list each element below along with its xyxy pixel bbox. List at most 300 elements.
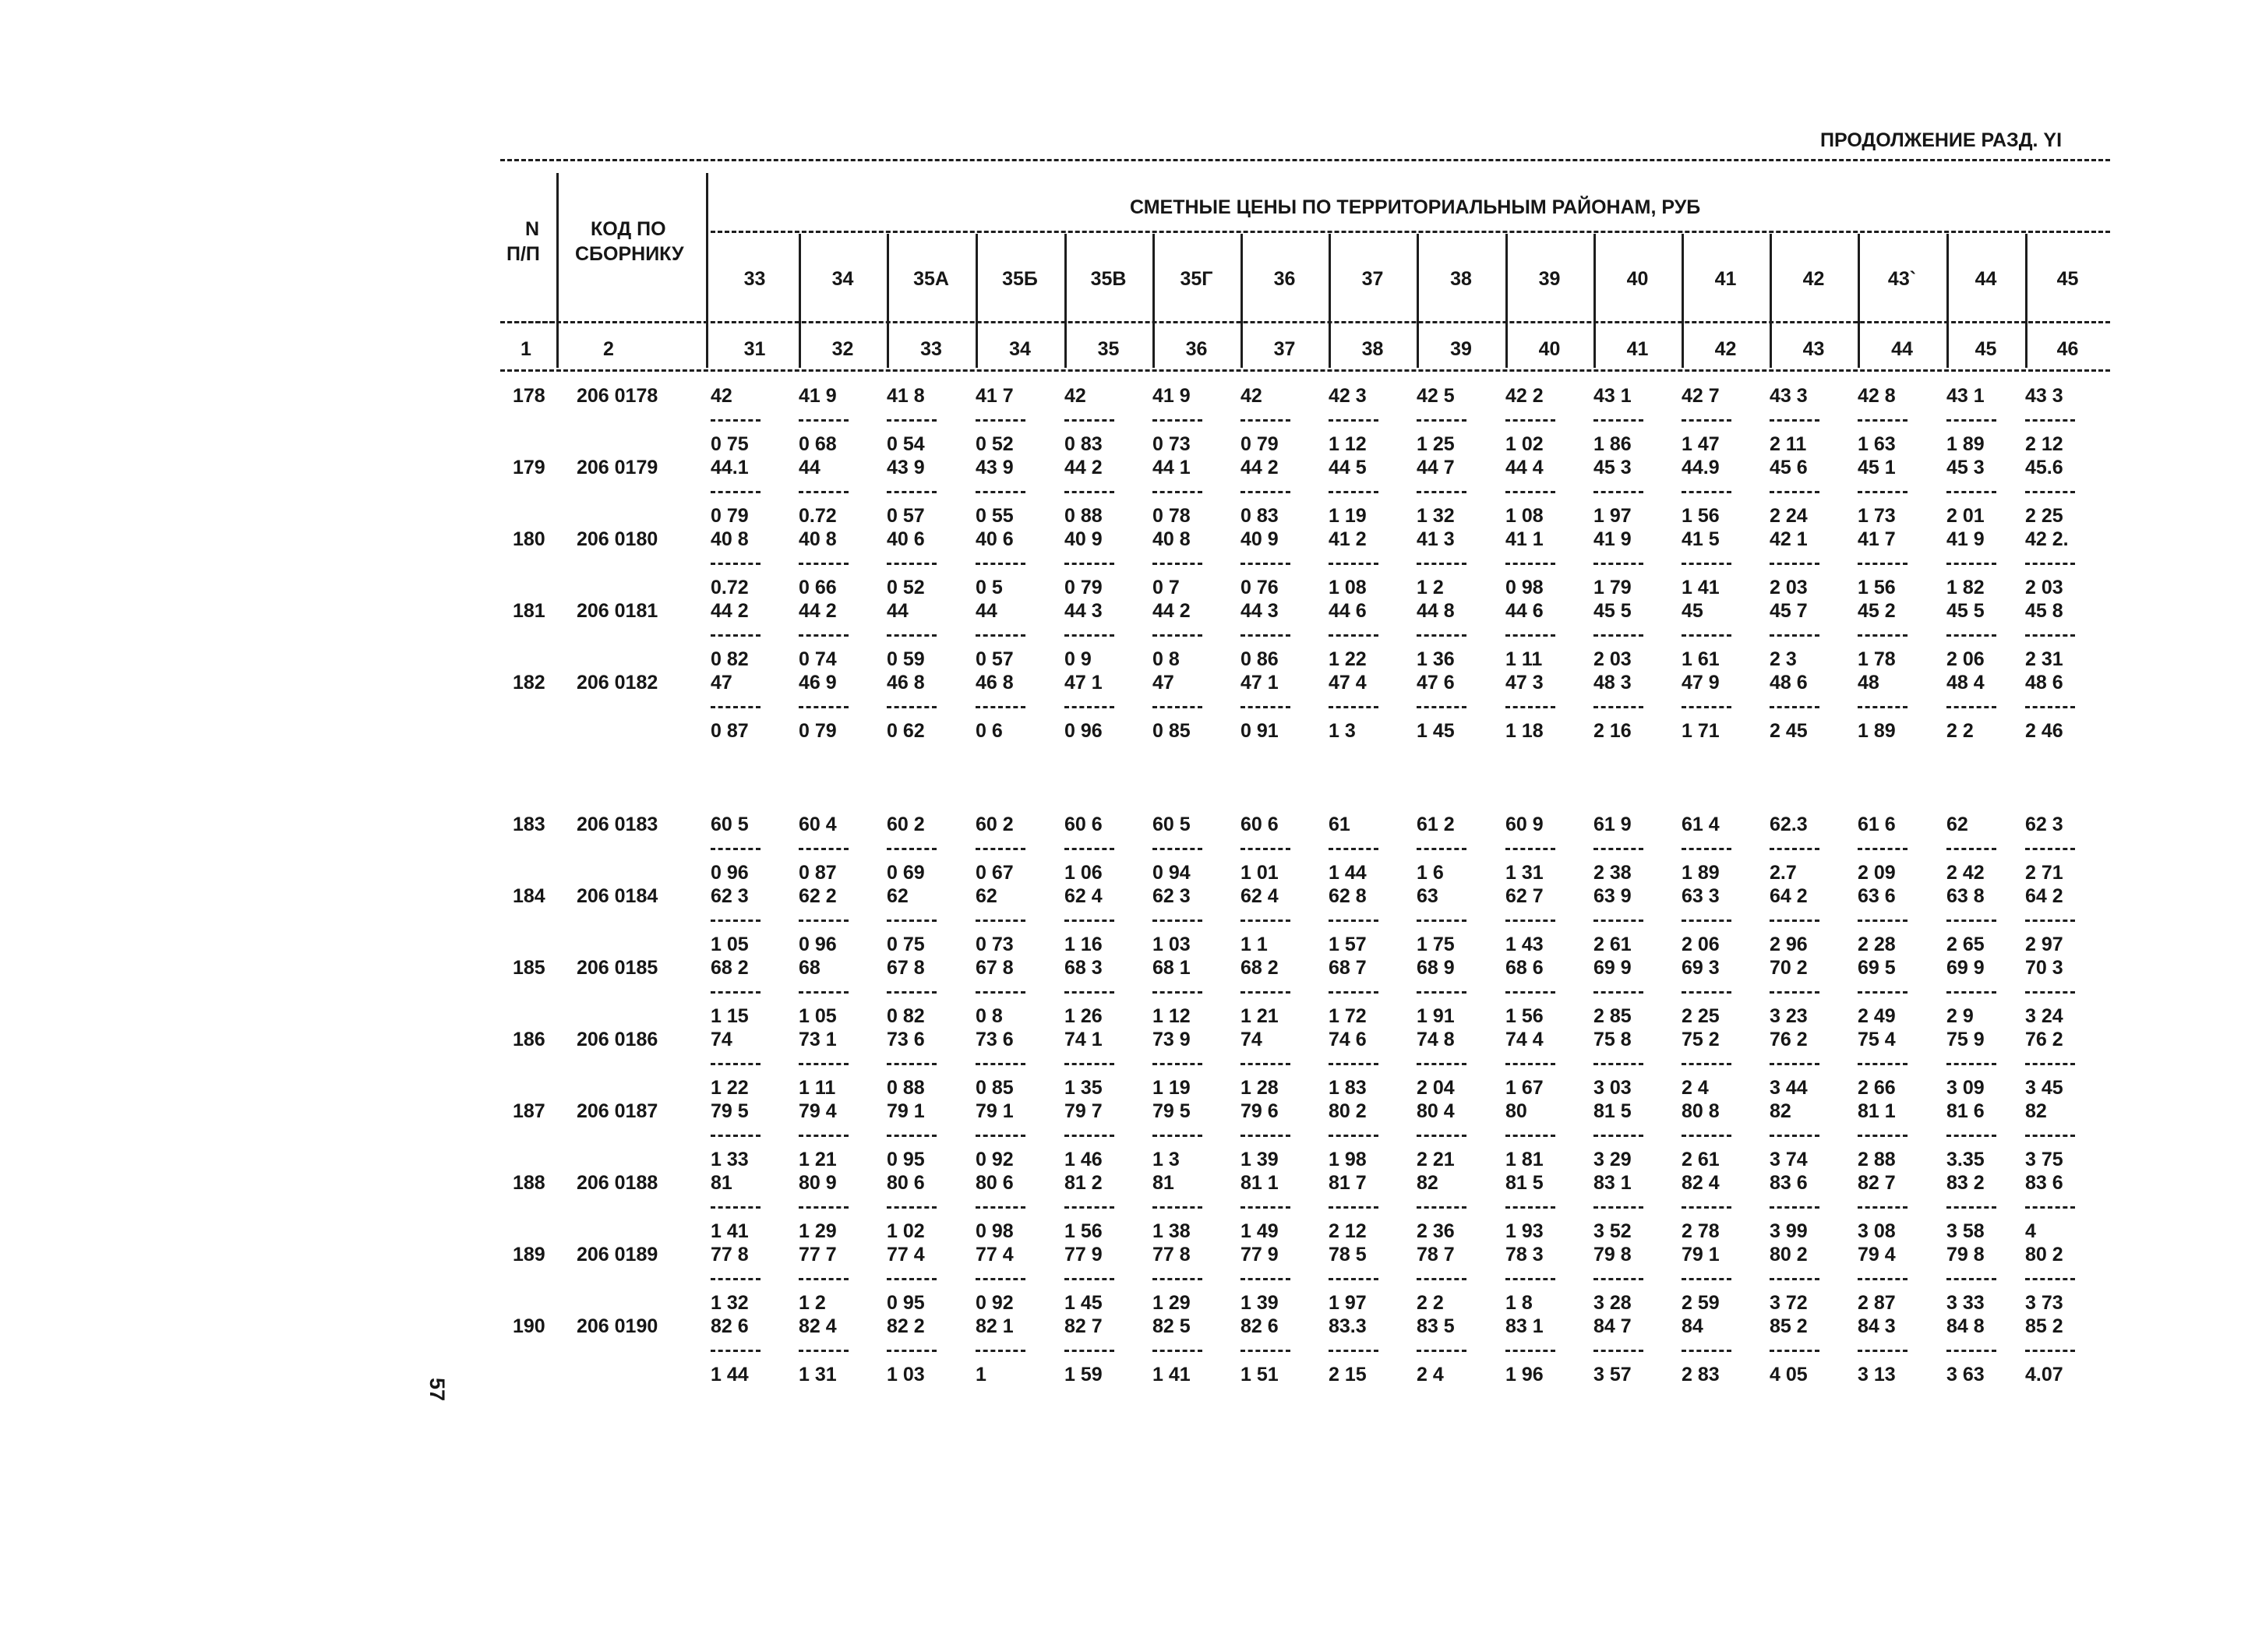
price-value: 0.72 (799, 505, 837, 527)
price-value: 1 67 (1505, 1077, 1544, 1099)
column-number: 31 (743, 338, 766, 360)
price-value: 68 9 (1417, 957, 1455, 979)
price-value: 82 (1417, 1172, 1438, 1194)
price-value: 44 2 (1240, 457, 1279, 478)
price-value: 83 6 (2025, 1172, 2063, 1194)
fraction-bar (1682, 1350, 1731, 1352)
fraction-bar (711, 419, 761, 422)
price-value: 2 11 (1770, 433, 1807, 455)
row-number: 185 (513, 957, 545, 979)
region-code: 37 (1361, 268, 1384, 290)
col-divider (1329, 234, 1331, 368)
region-code: 34 (831, 268, 854, 290)
fraction-bar (711, 848, 761, 850)
fraction-bar (1505, 419, 1555, 422)
price-value: 2 87 (1858, 1292, 1896, 1314)
fraction-bar (976, 419, 1025, 422)
fraction-bar (1593, 1206, 1643, 1209)
price-value: 80 9 (799, 1172, 837, 1194)
row-number: 179 (513, 457, 545, 478)
fraction-bar (1946, 634, 1996, 637)
price-value: 1 32 (1417, 505, 1455, 527)
fraction-bar (1240, 848, 1290, 850)
price-value: 83 2 (1946, 1172, 1985, 1194)
fraction-bar (799, 1278, 849, 1280)
price-value: 77 4 (887, 1244, 925, 1265)
price-value: 0 55 (976, 505, 1014, 527)
region-code: 38 (1450, 268, 1472, 290)
region-code: 35Г (1180, 268, 1213, 290)
fraction-bar (1152, 1278, 1202, 1280)
price-value: 1 03 (887, 1364, 925, 1385)
fraction-bar (799, 1350, 849, 1352)
price-value: 0 96 (799, 934, 837, 955)
price-value: 3 75 (2025, 1149, 2063, 1170)
price-value: 1 89 (1946, 433, 1985, 455)
fraction-bar (1770, 991, 1819, 994)
price-value: 85 2 (1770, 1315, 1808, 1337)
region-code: 41 (1714, 268, 1737, 290)
fraction-bar (1240, 991, 1290, 994)
fraction-bar (1417, 563, 1466, 565)
price-value: 1 78 (1858, 648, 1896, 670)
column-number: 33 (920, 338, 942, 360)
price-value: 3 57 (1593, 1364, 1632, 1385)
fraction-bar (1064, 563, 1114, 565)
price-value: 77 4 (976, 1244, 1014, 1265)
price-value: 44 (799, 457, 821, 478)
price-value: 0 85 (1152, 720, 1191, 742)
price-value: 0 98 (976, 1220, 1014, 1242)
price-value: 1 59 (1064, 1364, 1103, 1385)
price-value: 44 5 (1329, 457, 1367, 478)
price-value: 0 82 (887, 1005, 925, 1027)
price-value: 1 08 (1329, 577, 1367, 598)
column-number: 43 (1802, 338, 1825, 360)
fraction-bar (1682, 634, 1731, 637)
fraction-bar (1240, 491, 1290, 493)
fraction-bar (1329, 1278, 1378, 1280)
price-value: 44 8 (1417, 600, 1455, 622)
price-value: 41 9 (1946, 528, 1985, 550)
price-value: 1 12 (1329, 433, 1367, 455)
price-value: 78 3 (1505, 1244, 1544, 1265)
running-header: ПРОДОЛЖЕНИЕ РАЗД. YI (1820, 129, 2063, 151)
column-number: 46 (2056, 338, 2079, 360)
fraction-bar (711, 706, 761, 708)
price-value: 1 96 (1505, 1364, 1544, 1385)
fraction-bar (887, 1278, 937, 1280)
price-value: 0 57 (976, 648, 1014, 670)
price-value: 42 2 (1505, 385, 1544, 407)
row-number: 186 (513, 1029, 545, 1050)
price-value: 47 3 (1505, 672, 1544, 694)
row-number: 182 (513, 672, 545, 694)
fraction-bar (2025, 491, 2075, 493)
price-value: 0 5 (976, 577, 1003, 598)
col-divider (1770, 234, 1772, 368)
price-value: 40 6 (887, 528, 925, 550)
price-value: 0 7 (1152, 577, 1180, 598)
fraction-bar (2025, 848, 2075, 850)
price-value: 62 3 (2025, 814, 2063, 835)
price-value: 3 63 (1946, 1364, 1985, 1385)
price-value: 42 (1064, 385, 1086, 407)
col-divider (1064, 234, 1067, 368)
price-value: 1 11 (1505, 648, 1543, 670)
fraction-bar (1682, 1206, 1731, 1209)
col-divider (799, 234, 801, 368)
col-divider (1946, 234, 1949, 368)
fraction-bar (799, 491, 849, 493)
fraction-bar (1946, 1206, 1996, 1209)
region-code: 35Б (1002, 268, 1038, 290)
column-number: 35 (1097, 338, 1120, 360)
price-value: 81 6 (1946, 1100, 1985, 1122)
price-value: 2 03 (1593, 648, 1632, 670)
price-value: 74 8 (1417, 1029, 1455, 1050)
price-value: 43 1 (1946, 385, 1985, 407)
fraction-bar (799, 1206, 849, 1209)
price-value: 3 58 (1946, 1220, 1985, 1242)
price-value: 63 3 (1682, 885, 1720, 907)
price-value: 44 2 (799, 600, 837, 622)
price-value: 44 2 (1152, 600, 1191, 622)
price-value: 1 75 (1417, 934, 1455, 955)
page-number: 57 (425, 1378, 449, 1402)
fraction-bar (711, 920, 761, 922)
fraction-bar (1770, 1278, 1819, 1280)
column-number: 36 (1185, 338, 1208, 360)
price-value: 68 6 (1505, 957, 1544, 979)
price-value: 79 1 (976, 1100, 1014, 1122)
price-value: 1 18 (1505, 720, 1544, 742)
price-value: 1 56 (1682, 505, 1720, 527)
price-value: 1 05 (799, 1005, 837, 1027)
price-value: 0 83 (1240, 505, 1279, 527)
price-value: 79 8 (1946, 1244, 1985, 1265)
price-value: 82 6 (1240, 1315, 1279, 1337)
price-value: 42 (1240, 385, 1262, 407)
price-value: 4 (2025, 1220, 2036, 1242)
fraction-bar (1682, 491, 1731, 493)
price-value: 1 32 (711, 1292, 749, 1314)
price-value: 74 (711, 1029, 732, 1050)
price-value: 82 (2025, 1100, 2047, 1122)
price-value: 69 3 (1682, 957, 1720, 979)
price-value: 44 7 (1417, 457, 1455, 478)
price-value: 79 4 (1858, 1244, 1896, 1265)
price-value: 1 43 (1505, 934, 1544, 955)
fraction-bar (976, 706, 1025, 708)
price-value: 0 54 (887, 433, 925, 455)
price-value: 3 28 (1593, 1292, 1632, 1314)
fraction-bar (887, 1063, 937, 1065)
price-value: 0 94 (1152, 862, 1191, 884)
price-value: 60 9 (1505, 814, 1544, 835)
price-value: 1 19 (1329, 505, 1367, 527)
price-value: 84 3 (1858, 1315, 1896, 1337)
fraction-bar (1858, 1206, 1907, 1209)
fraction-bar (1858, 491, 1907, 493)
price-value: 80 4 (1417, 1100, 1455, 1122)
price-value: 44 (976, 600, 997, 622)
price-value: 1 02 (887, 1220, 925, 1242)
fraction-bar (1240, 563, 1290, 565)
table-top-rule (500, 159, 2110, 161)
row-number: 184 (513, 885, 545, 907)
fraction-bar (1329, 706, 1378, 708)
price-value: 1 38 (1152, 1220, 1191, 1242)
price-value: 46 9 (799, 672, 837, 694)
col-divider (1505, 234, 1508, 368)
price-value: 82 4 (799, 1315, 837, 1337)
price-value: 67 8 (887, 957, 925, 979)
price-value: 3 29 (1593, 1149, 1632, 1170)
price-value: 0 91 (1240, 720, 1279, 742)
fraction-bar (1152, 1206, 1202, 1209)
fraction-bar (2025, 419, 2075, 422)
fraction-bar (1770, 563, 1819, 565)
price-value: 44.9 (1682, 457, 1720, 478)
fraction-bar (1946, 706, 1996, 708)
fraction-bar (1064, 1063, 1114, 1065)
price-value: 62 4 (1064, 885, 1103, 907)
price-value: 2 59 (1682, 1292, 1720, 1314)
price-value: 1 33 (711, 1149, 749, 1170)
price-value: 40 9 (1064, 528, 1103, 550)
price-value: 62 (887, 885, 909, 907)
price-value: 0 86 (1240, 648, 1279, 670)
price-value: 41 5 (1682, 528, 1720, 550)
price-value: 2 78 (1682, 1220, 1720, 1242)
price-value: 43 3 (1770, 385, 1808, 407)
price-value: 45 7 (1770, 600, 1808, 622)
price-value: 1 (976, 1364, 986, 1385)
price-value: 1 22 (711, 1077, 749, 1099)
row-code: 206 0187 (577, 1100, 658, 1122)
price-value: 60 4 (799, 814, 837, 835)
price-value: 81 5 (1505, 1172, 1544, 1194)
price-value: 2 28 (1858, 934, 1896, 955)
fraction-bar (1417, 920, 1466, 922)
fraction-bar (1417, 491, 1466, 493)
price-value: 73 6 (976, 1029, 1014, 1050)
fraction-bar (887, 848, 937, 850)
price-value: 1 41 (711, 1220, 749, 1242)
fraction-bar (1152, 1350, 1202, 1352)
price-value: 45 5 (1593, 600, 1632, 622)
price-value: 0 75 (711, 433, 749, 455)
price-value: 45 (1682, 600, 1703, 622)
fraction-bar (1417, 1350, 1466, 1352)
price-value: 2 71 (2025, 862, 2063, 884)
price-value: 46 8 (976, 672, 1014, 694)
price-value: 1 3 (1329, 720, 1356, 742)
price-value: 3 13 (1858, 1364, 1896, 1385)
price-value: 81 2 (1064, 1172, 1103, 1194)
fraction-bar (1329, 419, 1378, 422)
price-value: 42 8 (1858, 385, 1896, 407)
price-value: 40 8 (1152, 528, 1191, 550)
price-value: 82 2 (887, 1315, 925, 1337)
price-value: 0 79 (1064, 577, 1103, 598)
fraction-bar (887, 1206, 937, 1209)
price-value: 61 9 (1593, 814, 1632, 835)
price-value: 80 2 (1770, 1244, 1808, 1265)
num-header-line: N (525, 218, 540, 240)
price-value: 0 9 (1064, 648, 1092, 670)
fraction-bar (1329, 848, 1378, 850)
fraction-bar (976, 920, 1025, 922)
price-value: 1 46 (1064, 1149, 1103, 1170)
price-value: 73 9 (1152, 1029, 1191, 1050)
price-value: 2 45 (1770, 720, 1808, 742)
row-code: 206 0179 (577, 457, 658, 478)
fraction-bar (976, 1135, 1025, 1137)
price-value: 62 2 (799, 885, 837, 907)
price-value: 1 11 (799, 1077, 836, 1099)
price-value: 1 22 (1329, 648, 1367, 670)
price-value: 42 (711, 385, 732, 407)
price-value: 83 5 (1417, 1315, 1455, 1337)
price-value: 73 1 (799, 1029, 837, 1050)
price-value: 77 9 (1064, 1244, 1103, 1265)
fraction-bar (1417, 706, 1466, 708)
fraction-bar (1329, 991, 1378, 994)
price-value: 1 63 (1858, 433, 1896, 455)
fraction-bar (887, 991, 937, 994)
region-code: 33 (743, 268, 766, 290)
price-value: 80 6 (976, 1172, 1014, 1194)
fraction-bar (887, 920, 937, 922)
price-value: 0 87 (799, 862, 837, 884)
price-value: 1 19 (1152, 1077, 1191, 1099)
price-value: 1 79 (1593, 577, 1632, 598)
price-value: 64 2 (2025, 885, 2063, 907)
price-value: 3 73 (2025, 1292, 2063, 1314)
price-value: 45 1 (1858, 457, 1896, 478)
price-value: 81 5 (1593, 1100, 1632, 1122)
fraction-bar (1152, 1063, 1202, 1065)
price-value: 68 2 (711, 957, 749, 979)
price-value: 1 1 (1240, 934, 1268, 955)
fraction-bar (976, 991, 1025, 994)
fraction-bar (799, 991, 849, 994)
row-code: 206 0186 (577, 1029, 658, 1050)
region-code: 35В (1090, 268, 1127, 290)
price-value: 83.3 (1329, 1315, 1367, 1337)
price-value: 77 8 (1152, 1244, 1191, 1265)
fraction-bar (887, 706, 937, 708)
fraction-bar (1858, 563, 1907, 565)
fraction-bar (1417, 634, 1466, 637)
fraction-bar (1858, 1278, 1907, 1280)
fraction-bar (1858, 1350, 1907, 1352)
fraction-bar (1417, 1206, 1466, 1209)
price-value: 1 25 (1417, 433, 1455, 455)
price-value: 0 68 (799, 433, 837, 455)
fraction-bar (1505, 706, 1555, 708)
fraction-bar (799, 706, 849, 708)
fraction-bar (1682, 1063, 1731, 1065)
fraction-bar (1505, 1350, 1555, 1352)
price-value: 80 6 (887, 1172, 925, 1194)
price-value: 2 16 (1593, 720, 1632, 742)
fraction-bar (1505, 1278, 1555, 1280)
price-value: 2 01 (1946, 505, 1985, 527)
price-value: 3 44 (1770, 1077, 1808, 1099)
fraction-bar (1946, 1350, 1996, 1352)
fraction-bar (2025, 706, 2075, 708)
price-value: 0 62 (887, 720, 925, 742)
fraction-bar (1064, 419, 1114, 422)
price-value: 1 29 (799, 1220, 837, 1242)
price-value: 81 (1152, 1172, 1174, 1194)
price-value: 41 8 (887, 385, 925, 407)
price-value: 61 6 (1858, 814, 1896, 835)
price-value: 40 8 (711, 528, 749, 550)
region-code: 35А (913, 268, 949, 290)
price-value: 1 89 (1858, 720, 1896, 742)
price-value: 62 3 (711, 885, 749, 907)
fraction-bar (1770, 419, 1819, 422)
price-value: 63 8 (1946, 885, 1985, 907)
price-value: 67 8 (976, 957, 1014, 979)
row-number: 190 (513, 1315, 545, 1337)
price-value: 2 42 (1946, 862, 1985, 884)
region-code: 44 (1975, 268, 1997, 290)
price-value: 0 6 (976, 720, 1003, 742)
price-value: 42 3 (1329, 385, 1367, 407)
price-value: 1 6 (1417, 862, 1444, 884)
fraction-bar (1152, 991, 1202, 994)
price-value: 0 52 (887, 577, 925, 598)
price-value: 1 56 (1064, 1220, 1103, 1242)
fraction-bar (1240, 706, 1290, 708)
price-value: 1 51 (1240, 1364, 1279, 1385)
price-value: 0 92 (976, 1149, 1014, 1170)
price-value: 2 38 (1593, 862, 1632, 884)
fraction-bar (887, 491, 937, 493)
fraction-bar (711, 1278, 761, 1280)
fraction-bar (1770, 1350, 1819, 1352)
fraction-bar (1240, 920, 1290, 922)
fraction-bar (1240, 419, 1290, 422)
price-value: 0 83 (1064, 433, 1103, 455)
fraction-bar (1152, 419, 1202, 422)
fraction-bar (1770, 920, 1819, 922)
price-value: 83 1 (1505, 1315, 1544, 1337)
fraction-bar (976, 1278, 1025, 1280)
price-value: 2 25 (1682, 1005, 1720, 1027)
price-value: 1 45 (1417, 720, 1455, 742)
price-value: 2 96 (1770, 934, 1808, 955)
price-value: 41 9 (799, 385, 837, 407)
fraction-bar (1946, 991, 1996, 994)
row-number: 188 (513, 1172, 545, 1194)
price-value: 0 96 (711, 862, 749, 884)
fraction-bar (1593, 491, 1643, 493)
price-value: 1 83 (1329, 1077, 1367, 1099)
price-value: 43 3 (2025, 385, 2063, 407)
col-divider (1682, 234, 1684, 368)
fraction-bar (1505, 920, 1555, 922)
price-value: 44 3 (1240, 600, 1279, 622)
price-value: 0 74 (799, 648, 837, 670)
fraction-bar (1064, 706, 1114, 708)
price-value: 0 57 (887, 505, 925, 527)
